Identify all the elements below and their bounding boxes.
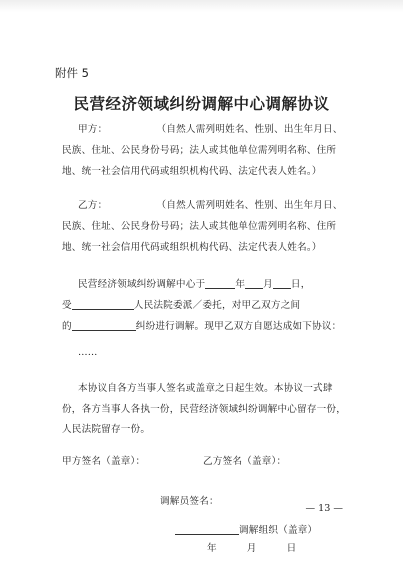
day-blank — [273, 278, 291, 289]
party-a-line-1: 甲方： （自然人需列明姓名、性别、出生年月日、 — [78, 124, 343, 135]
org-seal-line — [175, 522, 317, 536]
year-blank — [205, 278, 235, 289]
effect-line-1: 本协议自各方当事人签名或盖章之日起生效。本协议一式肆 — [78, 383, 333, 394]
month-blank — [245, 278, 263, 289]
agreement-ellipsis: …… — [78, 347, 98, 358]
body-text: 纠纷进行调解。现甲乙双方自愿达成如下协议： — [135, 321, 342, 332]
party-b-signature: 乙方签名（盖章）： — [203, 456, 287, 467]
body-text: 的 — [62, 321, 72, 332]
year-label: 年 — [235, 279, 246, 290]
party-b-line-3: 地、统一社会信用代码或组织机构代码、法定代表人姓名。） — [62, 242, 322, 253]
month-label: 月 — [263, 279, 273, 290]
body-line-3 — [62, 318, 341, 332]
date-line — [207, 540, 296, 554]
page-number: — 13 — — [305, 503, 343, 514]
date-month: 月 — [246, 543, 257, 554]
org-seal-label: 调解组织（盖章） — [239, 525, 318, 536]
party-b-line-1: 乙方： （自然人需列明姓名、性别、出生年月日、 — [78, 200, 343, 211]
day-label: 日， — [290, 279, 311, 290]
effect-line-3: 人民法院留存一份。 — [62, 424, 151, 435]
org-blank — [175, 524, 239, 535]
dispute-blank — [72, 320, 136, 331]
body-line-1 — [78, 276, 311, 290]
party-a-signature: 甲方签名（盖章）： — [62, 456, 146, 467]
effect-line-2: 份，各方当事人各执一份，民营经济领域纠纷调解中心留存一份， — [62, 404, 347, 415]
mediator-signature: 调解员签名： — [160, 496, 219, 507]
document-title: 民营经济领域纠纷调解中心调解协议 — [73, 94, 330, 113]
body-text: 民营经济领域纠纷调解中心于 — [78, 279, 206, 290]
court-blank — [72, 299, 134, 310]
date-day: 日 — [286, 543, 297, 554]
party-a-line-2: 民族、住址、公民身份号码；法人或其他单位需列明名称、住所 — [62, 145, 337, 156]
body-line-2 — [62, 297, 300, 311]
date-year: 年 — [207, 543, 217, 554]
party-a-line-3: 地、统一社会信用代码或组织机构代码、法定代表人姓名。） — [62, 166, 322, 177]
body-text: 受 — [62, 300, 72, 311]
party-b-line-2: 民族、住址、公民身份号码；法人或其他单位需列明名称、住所 — [62, 221, 337, 232]
annex-label: 附件 5 — [55, 66, 89, 80]
page-top-edge — [0, 0, 403, 12]
body-text: 人民法院委派／委托，对甲乙双方之间 — [133, 300, 301, 311]
